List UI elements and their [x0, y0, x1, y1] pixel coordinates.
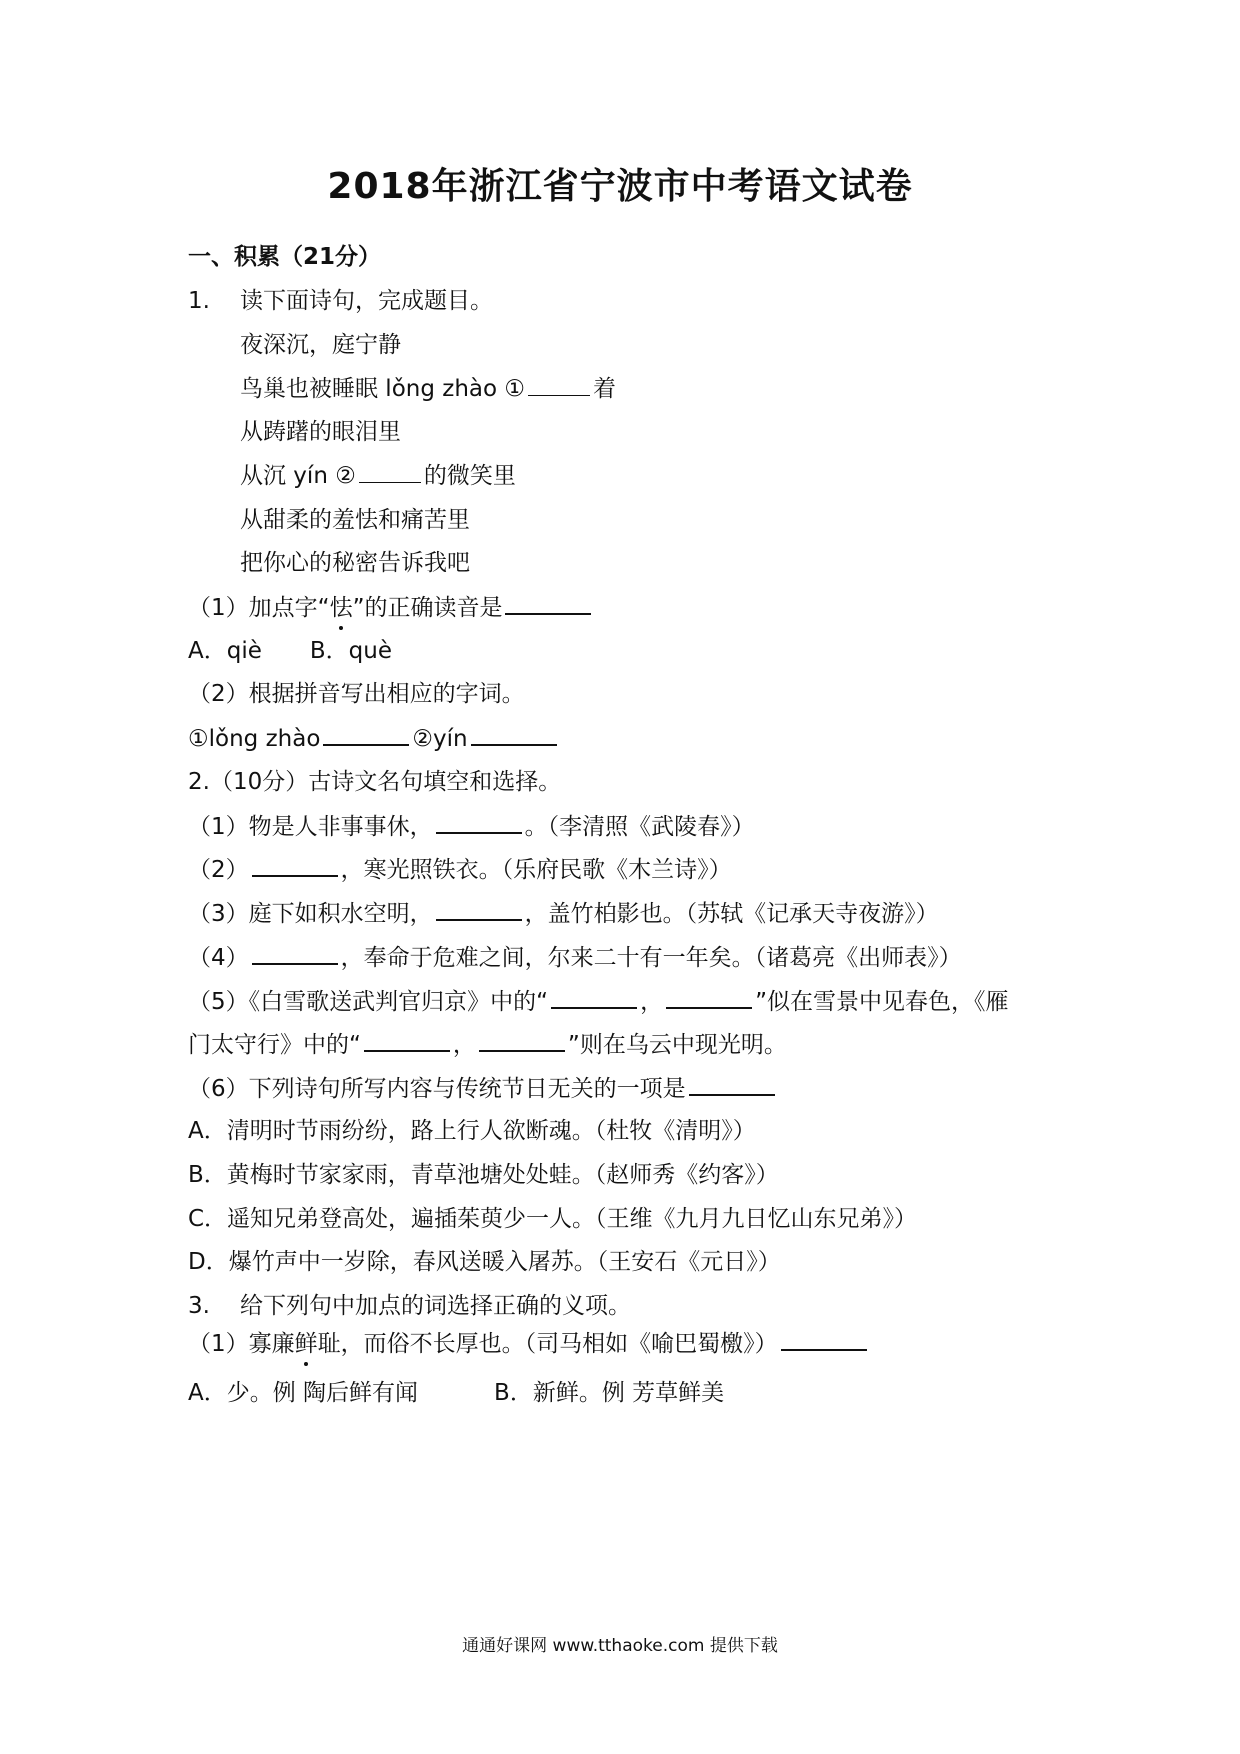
- sub-question: [188, 897, 939, 930]
- question-2-stem: 2.（10分）古诗文名句填空和选择。: [188, 769, 562, 795]
- answer-blank[interactable]: [781, 1327, 867, 1351]
- answer-row: [188, 722, 560, 755]
- poem-text: 从沉 yín ②: [240, 463, 356, 489]
- sub-question-text: （1）寡廉: [188, 1331, 295, 1357]
- sub-question: （2）根据拼音写出相应的字词。: [188, 681, 525, 707]
- sub-question-text: （1）物是人非事事休，: [188, 814, 433, 840]
- sub-question-text: （6）下列诗句所写内容与传统节日无关的一项是: [188, 1076, 686, 1102]
- answer-blank[interactable]: [471, 722, 557, 746]
- sub-question-text: ”的正确读音是: [352, 595, 503, 621]
- answer-label: ①lǒng zhào: [188, 726, 321, 752]
- sub-question: [188, 810, 755, 843]
- sub-question: [188, 591, 594, 624]
- option-b[interactable]: B．新鲜。例 芳草鲜美: [494, 1380, 725, 1406]
- option-c[interactable]: C．遥知兄弟登高处，遍插茱萸少一人。（王维《九月九日忆山东兄弟》）: [188, 1206, 918, 1232]
- answer-blank[interactable]: [436, 897, 522, 921]
- answer-blank[interactable]: [528, 373, 590, 396]
- sub-question-text: 门太守行》中的“: [188, 1032, 361, 1058]
- answer-blank[interactable]: [252, 941, 338, 965]
- poem-line: 把你心的秘密告诉我吧: [240, 550, 470, 576]
- option-a[interactable]: A．清明时节雨纷纷，路上行人欲断魂。（杜牧《清明》）: [188, 1118, 756, 1144]
- sub-question-text: 耻，而俗不长厚也。（司马相如《喻巴蜀檄》）: [317, 1331, 778, 1357]
- option-b[interactable]: B．què: [309, 638, 392, 664]
- answer-blank[interactable]: [505, 591, 591, 615]
- poem-text: 着: [593, 376, 617, 402]
- sub-question: [188, 1327, 870, 1360]
- question-number: 3.: [188, 1293, 210, 1319]
- sub-question-text: （1）加点字“: [188, 595, 330, 621]
- question-3-stem: [188, 1290, 631, 1322]
- sub-question-text: ，寒光照铁衣。（乐府民歌《木兰诗》）: [340, 857, 732, 883]
- dotted-character: 怯: [330, 592, 353, 624]
- option-row: [188, 1377, 772, 1409]
- sub-question-text: ，: [452, 1032, 476, 1058]
- answer-blank[interactable]: [436, 810, 522, 834]
- sub-question: [188, 853, 732, 886]
- sub-question: [188, 941, 962, 974]
- page-title: 2018年浙江省宁波市中考语文试卷: [327, 166, 913, 207]
- answer-blank[interactable]: [323, 722, 409, 746]
- answer-blank[interactable]: [364, 1028, 450, 1052]
- answer-blank[interactable]: [666, 985, 752, 1009]
- sub-question-text: ，盖竹柏影也。（苏轼《记承天寺夜游》）: [524, 901, 939, 927]
- answer-blank[interactable]: [689, 1072, 775, 1096]
- page-footer: 通通好课网 www.tthaoke.com 提供下载: [462, 1636, 778, 1656]
- poem-line: 从踌躇的眼泪里: [240, 419, 401, 445]
- question-1-stem: [188, 285, 493, 317]
- poem-line: 从甜柔的羞怯和痛苦里: [240, 507, 470, 533]
- answer-blank[interactable]: [252, 853, 338, 877]
- option-row: [188, 635, 440, 667]
- answer-blank[interactable]: [479, 1028, 565, 1052]
- sub-question-text: （2）: [188, 857, 249, 883]
- poem-line: [240, 373, 616, 405]
- poem-text: 的微笑里: [423, 463, 516, 489]
- dotted-character: 鲜: [295, 1328, 318, 1360]
- sub-question-text: （5）《白雪歌送武判官归京》中的“: [188, 989, 549, 1015]
- poem-line: 夜深沉，庭宁静: [240, 332, 401, 358]
- sub-question-text: （3）庭下如积水空明，: [188, 901, 433, 927]
- sub-question: [188, 985, 1008, 1018]
- question-number: 1.: [188, 288, 210, 314]
- sub-question-text: ，: [640, 989, 664, 1015]
- sub-question-text: （4）: [188, 945, 249, 971]
- poem-line: [240, 460, 516, 492]
- option-d[interactable]: D．爆竹声中一岁除，春风送暖入屠苏。（王安石《元日》）: [188, 1249, 781, 1275]
- poem-text: 鸟巢也被睡眠 lǒng zhào ①: [240, 376, 526, 402]
- question-text: 给下列句中加点的词选择正确的义项。: [240, 1293, 631, 1319]
- option-b[interactable]: B．黄梅时节家家雨，青草池塘处处蛙。（赵师秀《约客》）: [188, 1162, 779, 1188]
- sub-question-continued: [188, 1028, 787, 1061]
- question-text: 读下面诗句，完成题目。: [240, 288, 493, 314]
- option-a[interactable]: A．qiè: [188, 638, 262, 664]
- sub-question-text: ”似在雪景中见春色，《雁: [755, 989, 1009, 1015]
- answer-label: ②yín: [412, 726, 468, 752]
- answer-blank[interactable]: [551, 985, 637, 1009]
- section-heading: 一、积累（21分）: [188, 244, 382, 270]
- option-a[interactable]: A．少。例 陶后鲜有闻: [188, 1380, 419, 1406]
- sub-question-text: ”则在乌云中现光明。: [567, 1032, 787, 1058]
- answer-blank[interactable]: [359, 460, 421, 483]
- sub-question: [188, 1072, 778, 1105]
- sub-question-text: ，奉命于危难之间，尔来二十有一年矣。（诸葛亮《出师表》）: [340, 945, 962, 971]
- sub-question-text: 。（李清照《武陵春》）: [524, 814, 755, 840]
